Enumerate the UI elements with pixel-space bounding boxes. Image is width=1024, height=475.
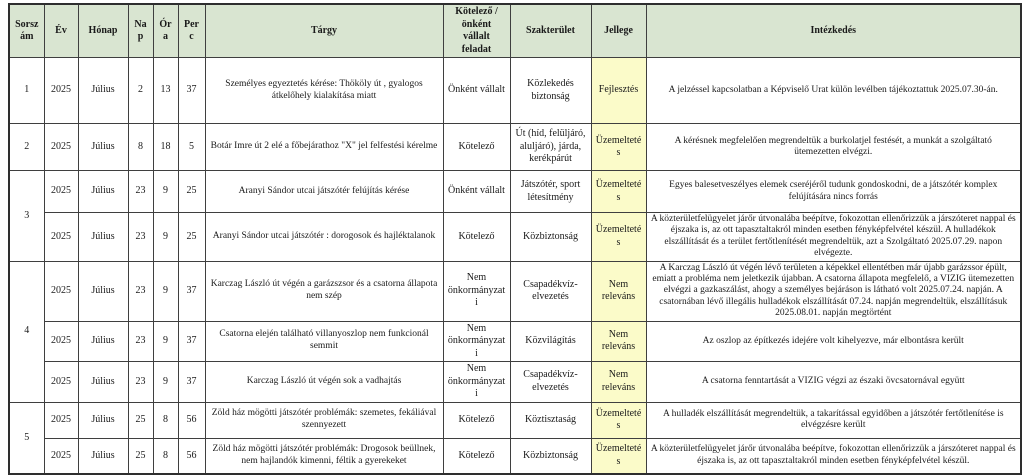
cell-ora: 9 xyxy=(153,171,178,213)
cell-honap: Július xyxy=(78,171,128,213)
header-intezkedes: Intézkedés xyxy=(646,4,1021,58)
cell-intezkedes: A közterületfelügyelet járőr útvonalába beépítve, fokozottan ellenőrizzük a járszóteret nappal és éjszaka is, az ott tapasztaltakról minden esetben fényképfelvétel készül. xyxy=(646,438,1021,474)
cell-kotelezo: Kötelező xyxy=(443,213,510,262)
cell-szakterulet: Köztisztaság xyxy=(510,402,591,438)
cell-kotelezo: Nem önkormányzati xyxy=(443,362,510,403)
cell-targy: Személyes egyeztetés kérése: Thököly út , gyalogos átkelőhely kialakítása miatt xyxy=(205,58,443,124)
cell-jellege: Nem releváns xyxy=(591,261,646,321)
cell-kotelezo: Önként vállalt xyxy=(443,171,510,213)
cell-perc: 37 xyxy=(178,362,205,403)
table-row xyxy=(9,261,1021,321)
header-nap: Nap xyxy=(128,4,153,58)
cell-honap: Július xyxy=(78,362,128,403)
cell-ev: 2025 xyxy=(44,124,78,171)
cell-jellege: Üzemeltetés xyxy=(591,171,646,213)
header-row xyxy=(9,4,1021,58)
cell-jellege: Fejlesztés xyxy=(591,58,646,124)
table-row xyxy=(9,213,1021,262)
table-row xyxy=(9,402,1021,438)
cell-ora: 13 xyxy=(153,58,178,124)
cell-sorszam: 3 xyxy=(9,171,44,262)
header-jellege: Jellege xyxy=(591,4,646,58)
cell-sorszam: 1 xyxy=(9,58,44,124)
cell-ora: 8 xyxy=(153,438,178,474)
cell-ora: 8 xyxy=(153,402,178,438)
cell-ev: 2025 xyxy=(44,213,78,262)
cell-jellege: Nem releváns xyxy=(591,321,646,362)
header-targy: Tárgy xyxy=(205,4,443,58)
table-row xyxy=(9,438,1021,474)
cell-ev: 2025 xyxy=(44,58,78,124)
header-honap: Hónap xyxy=(78,4,128,58)
cell-perc: 56 xyxy=(178,438,205,474)
cell-ora: 9 xyxy=(153,321,178,362)
cell-ora: 9 xyxy=(153,362,178,403)
cell-nap: 23 xyxy=(128,171,153,213)
cell-honap: Július xyxy=(78,58,128,124)
issues-table xyxy=(8,3,1022,475)
cell-kotelezo: Kötelező xyxy=(443,124,510,171)
cell-ora: 9 xyxy=(153,213,178,262)
cell-targy: Aranyi Sándor utcai játszótér : dorogosok és hajléktalanok xyxy=(205,213,443,262)
cell-ora: 9 xyxy=(153,261,178,321)
header-ev: Év xyxy=(44,4,78,58)
cell-szakterulet: Játszótér, sport létesítmény xyxy=(510,171,591,213)
cell-nap: 25 xyxy=(128,438,153,474)
cell-jellege: Üzemeltetés xyxy=(591,402,646,438)
cell-intezkedes: A jelzéssel kapcsolatban a Képviselő Urat külön levélben tájékoztattuk 2025.07.30-án. xyxy=(646,58,1021,124)
cell-perc: 56 xyxy=(178,402,205,438)
cell-honap: Július xyxy=(78,321,128,362)
cell-ev: 2025 xyxy=(44,438,78,474)
cell-jellege: Nem releváns xyxy=(591,362,646,403)
cell-intezkedes: A közterületfelügyelet járőr útvonalába beépítve, fokozottan ellenőrizzük a járszóteret nappal és éjszaka is, az ott tapasztaltakról minden esetben fényképfelvétel készül. A hulladékok elszállítását és a terület fertőtlenítését megrendeltük, azt a Szolgáltató 2025.07.29. napon elvégezte. xyxy=(646,213,1021,262)
cell-ev: 2025 xyxy=(44,362,78,403)
cell-ev: 2025 xyxy=(44,261,78,321)
cell-kotelezo: Kötelező xyxy=(443,402,510,438)
cell-jellege: Üzemeltetés xyxy=(591,213,646,262)
cell-intezkedes: A Karczag László út végén lévő területen a képekkel ellentétben már újabb garázssor épült, emiatt a probléma nem jeletkezik újabban. A csatorna állapota megfelelő, a VIZIG ütemezetten elvégzi a gazkaszálást, ahogy a személyes bejáráson is látható volt 2025.07.24. napján. A csatornában lévő illegális hulladékok elszállítását 07.24. napján megrendeltük, elszállításuk 2025.08.01. napján megtörtént xyxy=(646,261,1021,321)
cell-szakterulet: Csapadékvíz-elvezetés xyxy=(510,362,591,403)
cell-nap: 23 xyxy=(128,261,153,321)
cell-sorszam: 4 xyxy=(9,261,44,402)
cell-kotelezo: Kötelező xyxy=(443,438,510,474)
cell-honap: Július xyxy=(78,213,128,262)
cell-sorszam: 5 xyxy=(9,402,44,474)
cell-perc: 37 xyxy=(178,321,205,362)
cell-intezkedes: A kérésnek megfelelően megrendeltük a burkolatjel festését, a munkát a szolgáltató ütemezetten elvégzi. xyxy=(646,124,1021,171)
table-row xyxy=(9,171,1021,213)
table-row xyxy=(9,321,1021,362)
cell-perc: 5 xyxy=(178,124,205,171)
cell-szakterulet: Út (híd, felüljáró, aluljáró), járda, kerékpárút xyxy=(510,124,591,171)
cell-jellege: Üzemeltetés xyxy=(591,124,646,171)
cell-nap: 25 xyxy=(128,402,153,438)
cell-nap: 2 xyxy=(128,58,153,124)
cell-intezkedes: Az oszlop az építkezés idejére volt kihelyezve, már elbontásra került xyxy=(646,321,1021,362)
cell-targy: Botár Imre út 2 elé a főbejárathoz "X" jel felfestési kérelme xyxy=(205,124,443,171)
table-row xyxy=(9,58,1021,124)
cell-ev: 2025 xyxy=(44,321,78,362)
cell-ev: 2025 xyxy=(44,171,78,213)
header-szakterulet: Szakterület xyxy=(510,4,591,58)
header-sorszam: Sorszám xyxy=(9,4,44,58)
cell-kotelezo: Nem önkormányzati xyxy=(443,321,510,362)
cell-ev: 2025 xyxy=(44,402,78,438)
cell-nap: 23 xyxy=(128,213,153,262)
cell-honap: Július xyxy=(78,261,128,321)
cell-intezkedes: A hulladék elszállítását megrendeltük, a takarítással egyidőben a játszótér fertőtlenítése is elvégzésre került xyxy=(646,402,1021,438)
cell-perc: 37 xyxy=(178,261,205,321)
cell-targy: Karczag László út végén a garázszsor és a csatorna állapota nem szép xyxy=(205,261,443,321)
cell-intezkedes: Egyes balesetveszélyes elemek cseréjéről tudunk gondoskodni, de a játszótér komplex felújítására nincs forrás xyxy=(646,171,1021,213)
cell-szakterulet: Csapadékvíz-elvezetés xyxy=(510,261,591,321)
cell-nap: 23 xyxy=(128,321,153,362)
cell-kotelezo: Önként vállalt xyxy=(443,58,510,124)
header-ora: Óra xyxy=(153,4,178,58)
cell-targy: Csatorna elején található villanyoszlop nem funkcionál semmit xyxy=(205,321,443,362)
cell-targy: Karczag László út végén sok a vadhajtás xyxy=(205,362,443,403)
cell-targy: Aranyi Sándor utcai játszótér felújítás kérése xyxy=(205,171,443,213)
cell-honap: Július xyxy=(78,124,128,171)
cell-szakterulet: Közbiztonság xyxy=(510,438,591,474)
cell-perc: 25 xyxy=(178,213,205,262)
header-kotelezo: Kötelező / önként vállalt feladat xyxy=(443,4,510,58)
cell-perc: 25 xyxy=(178,171,205,213)
cell-targy: Zöld ház mögötti játszótér problémák: szemetes, fekáliával szennyezett xyxy=(205,402,443,438)
cell-intezkedes: A csatorna fenntartását a VIZIG végzi az északi övcsatornával együtt xyxy=(646,362,1021,403)
cell-szakterulet: Közvilágítás xyxy=(510,321,591,362)
cell-honap: Július xyxy=(78,402,128,438)
cell-perc: 37 xyxy=(178,58,205,124)
table-row xyxy=(9,124,1021,171)
cell-szakterulet: Közlekedés biztonság xyxy=(510,58,591,124)
cell-kotelezo: Nem önkormányzati xyxy=(443,261,510,321)
cell-targy: Zöld ház mögötti játszótér problémák: Drogosok beüllnek, nem hajlandók kimenni, féltik a gyerekeket xyxy=(205,438,443,474)
cell-jellege: Üzemeltetés xyxy=(591,438,646,474)
cell-sorszam: 2 xyxy=(9,124,44,171)
cell-szakterulet: Közbiztonság xyxy=(510,213,591,262)
header-perc: Perc xyxy=(178,4,205,58)
cell-nap: 8 xyxy=(128,124,153,171)
cell-nap: 23 xyxy=(128,362,153,403)
cell-ora: 18 xyxy=(153,124,178,171)
cell-honap: Július xyxy=(78,438,128,474)
table-row xyxy=(9,362,1021,403)
